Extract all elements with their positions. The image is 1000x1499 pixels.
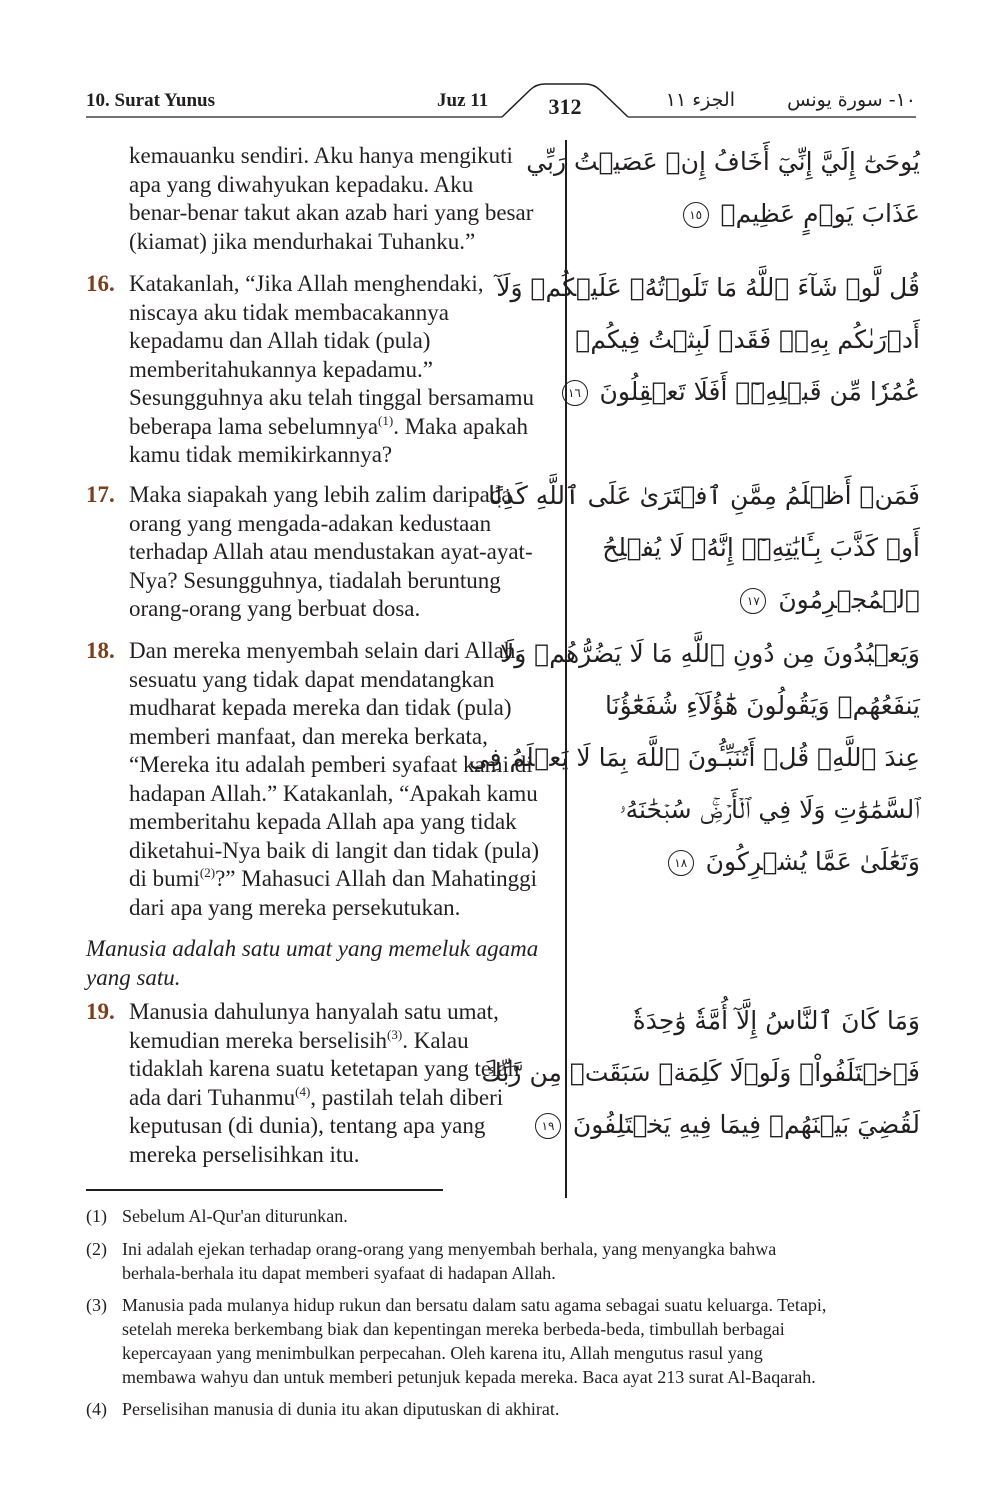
header-surah-arabic: ١٠- سورة يونس xyxy=(787,89,916,111)
verse-15-arabic: يُوحَىٰٓ إِلَيَّ إِنِّيٓ أَخَافُ إِنۡ عَصَيۡتُ رَبِّي عَذَابَ يَوۡمٍ عَظِيمٖ ١٥ xyxy=(526,147,920,228)
verse-15-translation: kemauanku sendiri. Aku hanya mengikuti apa yang diwahyukan kepadaku. Aku benar-benar takut akan azab hari yang besar (kiamat) jika mendurhakai Tuhanku.” xyxy=(129,143,534,254)
ayah-marker-icon: ١٧ xyxy=(740,588,766,614)
verse-18-translation: Dan mereka menyembah selain dari Allah, sesuatu yang tidak dapat mendatangkan mudharat kepada mereka dan tidak (pula) memberi manfaat, dan mereka berkata, “Mereka itu adalah pemberi syafaat kami di hadapan Allah.” Katakanlah, “Apakah kamu memberitahu kepada Allah apa yang tidak diketahui-Nya baik di langit dan tidak (pula) di bumi$^{(2)}$?” Mahasuci Allah dan Mahatinggi dari apa yang mereka persekutukan. xyxy=(129,638,540,920)
ayah-marker-icon: ١٦ xyxy=(562,380,588,406)
ayah-marker-icon: ١٩ xyxy=(535,1113,561,1139)
footnote-ref[interactable]: (3) xyxy=(387,1026,403,1042)
verse-number: 18. xyxy=(86,638,115,663)
verse-number: 17. xyxy=(86,482,115,507)
footnote-2: (2) Ini adalah ejekan terhadap orang-orang yang menyembah berhala, yang menyangka bahwa berhala-berhala itu dapat memberi syafaat di hadapan Allah. xyxy=(86,1239,777,1283)
header-juz-arabic: الجزء ١١ xyxy=(665,89,735,111)
footnote-1: (1) Sebelum Al-Qur'an diturunkan. xyxy=(86,1206,348,1226)
verse-18-arabic: وَيَعۡبُدُونَ مِن دُونِ ٱللَّهِ مَا لَا يَضُرُّهُمۡ وَلَا يَنفَعُهُمۡ وَيَقُولُونَ هَٰٓؤُلَآءِ شُفَعَٰٓؤُنَا عِندَ ٱللَّهِۚ قُلۡ أَتُنَبِّـُٔونَ ٱللَّهَ بِمَا لَا يَعۡلَمُ فِي ٱلسَّمَٰوَٰتِ وَلَا فِي ٱلۡأَرۡضِۚ سُبۡحَٰنَهُۥ وَتَعَٰلَىٰ عَمَّا يُشۡرِكُونَ ١٨ xyxy=(468,639,920,876)
section-heading: Manusia adalah satu umat yang memeluk agama yang satu. xyxy=(86,936,539,990)
verse-16-translation: Katakanlah, “Jika Allah menghendaki, niscaya aku tidak membacakannya kepadamu dan Allah tidak (pula) memberitahukannya kepadamu.” Sesungguhnya aku telah tinggal bersamamu beberapa lama sebelumnya$^{(1)}$. Maka apakah kamu tidak memikirkannya? xyxy=(129,271,534,467)
footnote-4: (4) Perselisihan manusia di dunia itu akan diputuskan di akhirat. xyxy=(86,1399,560,1419)
footnote-ref[interactable]: (4) xyxy=(295,1083,311,1099)
ayah-marker-icon: ١٨ xyxy=(668,850,694,876)
verse-16-arabic: قُل لَّوۡ شَآءَ ٱللَّهُ مَا تَلَوۡتُهُۥ عَلَيۡكُمۡ وَلَآ أَدۡرَىٰكُم بِهِۦۖ فَقَدۡ لَبِثۡتُ فِيكُمۡ عُمُرٗا مِّن قَبۡلِهِۦٓۚ أَفَلَا تَعۡقِلُونَ ١٦ xyxy=(496,273,920,406)
header-surah-latin: 10. Surat Yunus xyxy=(86,90,216,111)
header-juz-latin: Juz 11 xyxy=(437,90,489,111)
verse-19-arabic: وَمَا كَانَ ٱلنَّاسُ إِلَّآ أُمَّةٗ وَٰحِدَةٗ فَٱخۡتَلَفُواْۚ وَلَوۡلَا كَلِمَةٞ سَبَقَتۡ مِن رَّبِّكَ لَقُضِيَ بَيۡنَهُمۡ فِيمَا فِيهِ يَخۡتَلِفُونَ ١٩ xyxy=(481,1006,920,1139)
verse-number: 19. xyxy=(86,999,115,1024)
footnote-ref[interactable]: (2) xyxy=(199,865,216,880)
footnote-ref[interactable]: (1) xyxy=(378,412,394,428)
page-number: 312 xyxy=(548,94,582,119)
verse-17-translation: Maka siapakah yang lebih zalim daripada orang yang mengada-adakan kedustaan terhadap Allah atau mendustakan ayat-ayat- Nya? Sesungguhnya, tiadalah beruntung orang-orang yang berbuat dosa. xyxy=(129,482,533,621)
verse-19-translation: Manusia dahulunya hanyalah satu umat, kemudian mereka berselisih$^{(3)}$. Kalau tidaklah karena suatu ketetapan yang telah ada dari Tuhanmu$^{(4)}$, pastilah telah diberi keputusan (di dunia), tentang apa yang mereka perselisihkan itu. xyxy=(129,999,520,1167)
footnote-3: (3) Manusia pada mulanya hidup rukun dan bersatu dalam satu agama sebagai suatu keluarga. Tetapi, setelah mereka berkembang biak dan kepentingan mereka berbeda-beda, timbullah berbagai kepercayaan yang menimbulkan perpecahan. Oleh karena itu, Allah mengutus rasul yang membawa wahyu dan untuk memberi petunjuk kepada mereka. Baca ayat 213 surat Al-Baqarah. xyxy=(86,1295,827,1387)
verse-number: 16. xyxy=(86,271,115,296)
verse-17-arabic: فَمَنۡ أَظۡلَمُ مِمَّنِ ٱفۡتَرَىٰ عَلَى ٱللَّهِ كَذِبًا أَوۡ كَذَّبَ بِـَٔايَٰتِهِۦٓۚ إِنَّهُۥ لَا يُفۡلِحُ ٱلۡمُجۡرِمُونَ ١٧ xyxy=(488,481,920,614)
footnote-separator xyxy=(86,1189,443,1191)
ayah-marker-icon: ١٥ xyxy=(683,202,709,228)
